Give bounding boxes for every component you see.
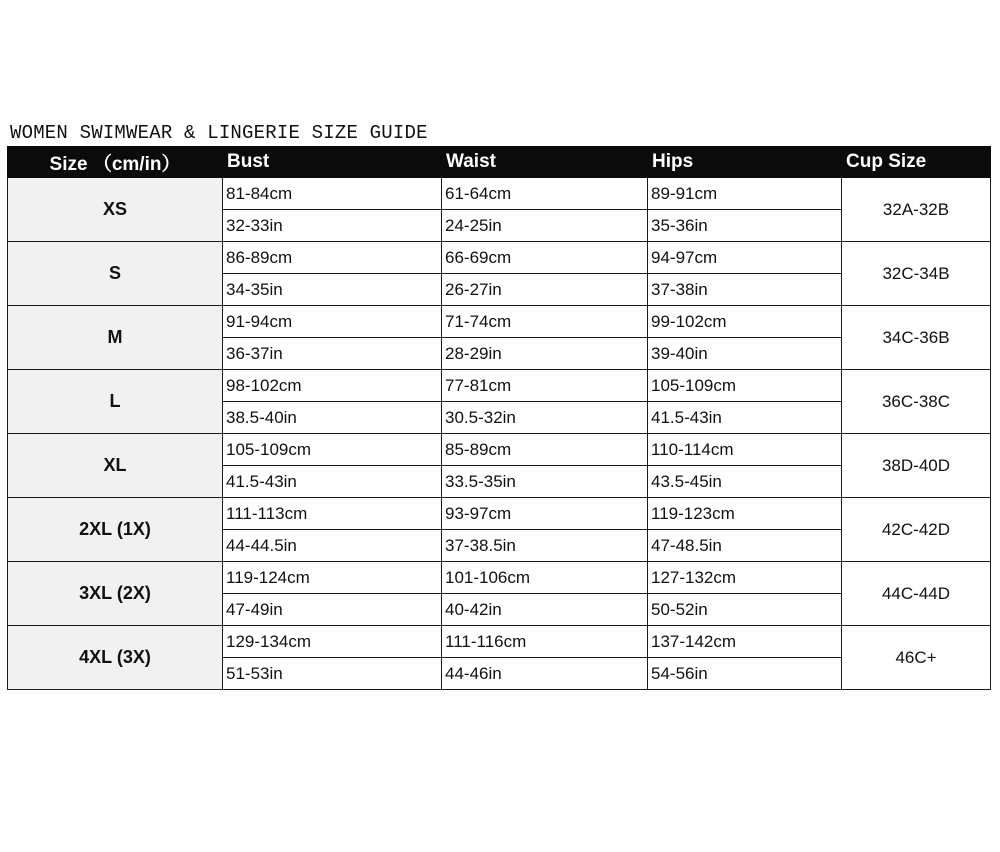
bust-in: 32-33in <box>223 210 442 242</box>
header-size: Size （cm/in） <box>8 147 223 178</box>
cup-size: 46C+ <box>842 626 991 690</box>
cup-size: 32A-32B <box>842 178 991 242</box>
waist-cm: 101-106cm <box>442 562 648 594</box>
size-label: XS <box>8 178 223 242</box>
bust-cm: 119-124cm <box>223 562 442 594</box>
cup-size: 38D-40D <box>842 434 991 498</box>
bust-in: 51-53in <box>223 658 442 690</box>
header-hips: Hips <box>648 147 842 178</box>
hips-in: 50-52in <box>648 594 842 626</box>
table-header-row <box>8 147 991 178</box>
waist-cm: 61-64cm <box>442 178 648 210</box>
waist-in: 33.5-35in <box>442 466 648 498</box>
waist-cm: 93-97cm <box>442 498 648 530</box>
table-row <box>8 626 991 658</box>
bust-in: 44-44.5in <box>223 530 442 562</box>
cup-size: 42C-42D <box>842 498 991 562</box>
bust-in: 47-49in <box>223 594 442 626</box>
waist-cm: 111-116cm <box>442 626 648 658</box>
bust-cm: 91-94cm <box>223 306 442 338</box>
hips-cm: 99-102cm <box>648 306 842 338</box>
header-waist: Waist <box>442 147 648 178</box>
hips-cm: 89-91cm <box>648 178 842 210</box>
bust-in: 41.5-43in <box>223 466 442 498</box>
bust-in: 36-37in <box>223 338 442 370</box>
waist-in: 24-25in <box>442 210 648 242</box>
bust-cm: 81-84cm <box>223 178 442 210</box>
bust-in: 38.5-40in <box>223 402 442 434</box>
waist-in: 40-42in <box>442 594 648 626</box>
size-label: XL <box>8 434 223 498</box>
waist-cm: 71-74cm <box>442 306 648 338</box>
bust-cm: 86-89cm <box>223 242 442 274</box>
bust-cm: 105-109cm <box>223 434 442 466</box>
bust-in: 34-35in <box>223 274 442 306</box>
table-row <box>8 434 991 466</box>
size-label: 3XL (2X) <box>8 562 223 626</box>
size-label: S <box>8 242 223 306</box>
table-row <box>8 178 991 210</box>
table-row <box>8 498 991 530</box>
hips-in: 41.5-43in <box>648 402 842 434</box>
hips-cm: 127-132cm <box>648 562 842 594</box>
bust-cm: 129-134cm <box>223 626 442 658</box>
waist-in: 26-27in <box>442 274 648 306</box>
waist-cm: 77-81cm <box>442 370 648 402</box>
header-cup-size: Cup Size <box>842 147 991 178</box>
header-bust: Bust <box>223 147 442 178</box>
cup-size: 44C-44D <box>842 562 991 626</box>
hips-cm: 119-123cm <box>648 498 842 530</box>
bust-cm: 98-102cm <box>223 370 442 402</box>
hips-cm: 110-114cm <box>648 434 842 466</box>
waist-cm: 66-69cm <box>442 242 648 274</box>
hips-in: 37-38in <box>648 274 842 306</box>
hips-cm: 105-109cm <box>648 370 842 402</box>
table-row <box>8 370 991 402</box>
size-guide-table <box>7 146 991 690</box>
table-row <box>8 306 991 338</box>
size-label: L <box>8 370 223 434</box>
size-label: 2XL (1X) <box>8 498 223 562</box>
hips-cm: 94-97cm <box>648 242 842 274</box>
waist-cm: 85-89cm <box>442 434 648 466</box>
page-title: WOMEN SWIMWEAR & LINGERIE SIZE GUIDE <box>10 122 428 144</box>
hips-cm: 137-142cm <box>648 626 842 658</box>
bust-cm: 111-113cm <box>223 498 442 530</box>
hips-in: 35-36in <box>648 210 842 242</box>
hips-in: 43.5-45in <box>648 466 842 498</box>
cup-size: 32C-34B <box>842 242 991 306</box>
waist-in: 28-29in <box>442 338 648 370</box>
cup-size: 36C-38C <box>842 370 991 434</box>
size-label: 4XL (3X) <box>8 626 223 690</box>
waist-in: 37-38.5in <box>442 530 648 562</box>
hips-in: 39-40in <box>648 338 842 370</box>
waist-in: 44-46in <box>442 658 648 690</box>
table-row <box>8 242 991 274</box>
hips-in: 54-56in <box>648 658 842 690</box>
size-label: M <box>8 306 223 370</box>
cup-size: 34C-36B <box>842 306 991 370</box>
waist-in: 30.5-32in <box>442 402 648 434</box>
hips-in: 47-48.5in <box>648 530 842 562</box>
table-row <box>8 562 991 594</box>
